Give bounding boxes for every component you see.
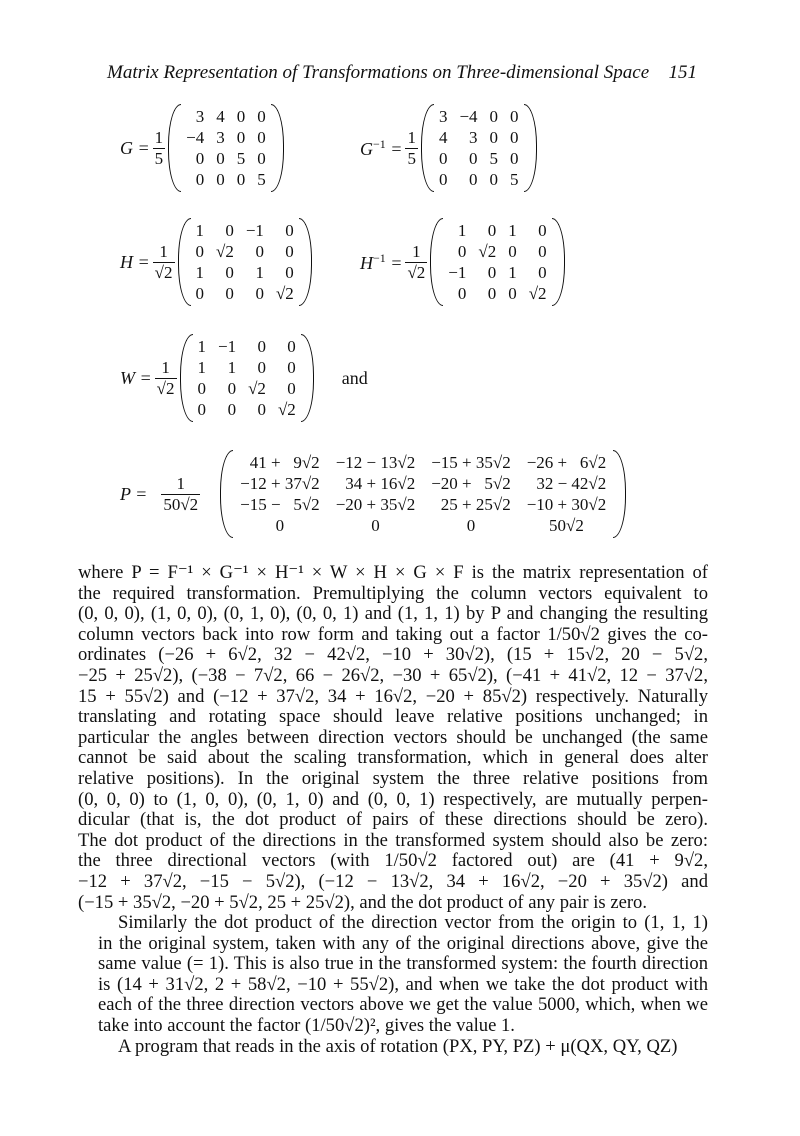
matrix-cell: 0	[469, 170, 478, 189]
matrix-cell: 0	[438, 149, 448, 168]
matrix	[220, 452, 626, 536]
matrix-cell: 0	[487, 263, 497, 282]
matrix-cell: 0	[257, 128, 266, 147]
matrix-row	[190, 262, 300, 283]
matrix-row	[433, 169, 525, 190]
equation-lhs: H =	[120, 251, 150, 272]
equation-g-inverse	[360, 106, 537, 190]
matrix-row	[433, 127, 525, 148]
equation-h-inverse	[360, 220, 565, 304]
matrix-cell: 0	[195, 284, 204, 303]
text-line: column vectors back into row form and taking out a factor 1/50√2 gives the co-	[78, 623, 708, 645]
text-line: (0, 0, 0), (1, 0, 0), (0, 1, 0), (0, 0, 1) and (1, 1, 1) by P and changing the resulting	[78, 603, 708, 625]
matrix-cell: 0	[257, 107, 266, 126]
matrix-cell: 0	[287, 379, 296, 398]
matrix-cell: 1	[457, 221, 467, 240]
matrix-cell: 0	[195, 170, 205, 189]
matrix-cell: 0	[275, 516, 285, 535]
matrix-cell: 0	[538, 263, 547, 282]
matrix-cell: 0	[285, 263, 294, 282]
matrix-row	[433, 148, 525, 169]
matrix-cell: 0	[469, 149, 478, 168]
matrix-cell: 4	[438, 128, 448, 147]
matrix	[178, 220, 312, 304]
matrix-cell: 0	[236, 107, 246, 126]
matrix-row	[190, 241, 300, 262]
matrix	[168, 106, 284, 190]
matrix-cell: 0	[287, 337, 296, 356]
page-number: 151	[668, 62, 697, 83]
matrix-cell: −10 + 30√2	[526, 495, 607, 514]
matrix-cell: 50√2	[549, 516, 584, 535]
matrix-cell: 0	[457, 284, 467, 303]
matrix-cell: 34 + 16√2	[345, 474, 416, 493]
matrix-row	[232, 515, 614, 536]
matrix-cell: √2	[277, 400, 296, 419]
text-line: dicular (that is, the dot product of pairs of these directions should be zero).	[78, 809, 708, 831]
matrix-cell: 0	[285, 221, 294, 240]
matrix-row	[192, 378, 302, 399]
text-line: The dot product of the directions in the transformed system should also be zero:	[78, 829, 708, 851]
text-line: in the original system, taken with any of the original directions above, give the	[98, 932, 708, 954]
matrix-cell: 0	[257, 358, 266, 377]
matrix-row	[180, 148, 272, 169]
matrix-cell: 0	[257, 337, 266, 356]
equation-lhs: $G^{-1}$ =	[360, 136, 403, 159]
matrix-cell: 0	[195, 242, 204, 261]
matrix-cell: 0	[510, 107, 519, 126]
matrix-cell: −26 + 6√2	[526, 453, 607, 472]
scalar-fraction: $\frac{1}{5}$	[154, 127, 164, 168]
text-line: the required transformation. Premultiplying the column vectors equivalent to	[78, 582, 708, 604]
matrix-row	[433, 106, 525, 127]
matrix-cell: 3	[469, 128, 478, 147]
matrix-cell: 0	[508, 284, 517, 303]
matrix-cell: 0	[255, 284, 264, 303]
matrix-cell: −4	[186, 128, 205, 147]
conjunction-text: and	[341, 367, 368, 388]
matrix-cell: 0	[508, 242, 517, 261]
matrix-cell: 5	[236, 149, 246, 168]
scalar-fraction: $\frac{1}{√2}$	[154, 241, 173, 282]
matrix-cell: 1	[508, 263, 517, 282]
matrix-row	[192, 336, 302, 357]
matrix-cell: 0	[287, 358, 296, 377]
matrix-cell: 0	[236, 128, 246, 147]
matrix-row	[442, 220, 552, 241]
text-line: is (14 + 31√2, 2 + 58√2, −10 + 55√2), and when we take the dot product with	[98, 973, 708, 995]
matrix-cell: 0	[438, 170, 448, 189]
matrix-cell: 4	[216, 107, 225, 126]
matrix-cell: 0	[225, 284, 234, 303]
paragraph	[78, 1037, 708, 1058]
text-line: each of the three direction vectors above we get the value 5000, which, when we	[98, 994, 708, 1016]
paragraph	[78, 563, 708, 913]
matrix-cell: 0	[225, 221, 234, 240]
matrix-cell: 0	[466, 516, 476, 535]
matrix-cell: 0	[227, 400, 237, 419]
matrix-cell: 1	[227, 358, 237, 377]
body-text	[78, 563, 708, 1057]
matrix	[421, 106, 537, 190]
text-line: (−15 + 35√2, −20 + 5√2, 25 + 25√2), and the dot product of any pair is zero.	[78, 891, 647, 913]
matrix-cell: 0	[197, 400, 206, 419]
matrix-cell: −15 − 5√2	[240, 495, 320, 514]
matrix-row	[442, 262, 552, 283]
text-line: ordinates (−26 + 6√2, 32 − 42√2, −10 + 30√2), (15 + 15√2, 20 − 5√2,	[78, 644, 708, 666]
matrix-cell: √2	[275, 284, 294, 303]
matrix-cell: 3	[216, 128, 225, 147]
matrix-cell: 0	[285, 242, 294, 261]
equation-lhs: G =	[120, 137, 150, 158]
matrix-cell: 0	[510, 149, 519, 168]
equation-lhs: P =	[120, 483, 148, 504]
text-line: same value (= 1). This is also true in the transformed system: the fourth direction	[98, 953, 708, 975]
text-line: where P = F⁻¹ × G⁻¹ × H⁻¹ × W × H × G × F is the matrix representation of	[78, 562, 708, 583]
matrix-cell: 3	[438, 107, 448, 126]
matrix-cell: 0	[227, 379, 237, 398]
matrix-cell: −1	[218, 337, 237, 356]
matrix-cell: −1	[245, 221, 264, 240]
matrix-cell: 0	[236, 170, 246, 189]
matrix-cell: 0	[487, 284, 497, 303]
matrix-cell: −12 + 37√2	[240, 474, 320, 493]
text-line: take into account the factor (1/50√2)², gives the value 1.	[98, 1015, 515, 1037]
matrix-row	[232, 473, 614, 494]
matrix-cell: 1	[197, 337, 206, 356]
matrix-cell: 0	[257, 149, 266, 168]
matrix-row	[192, 357, 302, 378]
matrix-row	[190, 283, 300, 304]
matrix-cell: 0	[487, 221, 497, 240]
matrix-cell: √2	[248, 379, 266, 398]
equation-p	[120, 452, 626, 536]
matrix-cell: 0	[197, 379, 206, 398]
matrix-row	[442, 241, 552, 262]
text-line: relative positions). In the original system the three relative positions from	[78, 767, 708, 789]
matrix-cell: −20 + 5√2	[431, 474, 511, 493]
matrix-cell: 5	[489, 149, 499, 168]
matrix-cell: 1	[197, 358, 206, 377]
scalar-fraction: $\frac{1}{√2}$	[407, 241, 426, 282]
matrix-cell: 0	[216, 149, 225, 168]
text-line: −25 + 25√2), (−38 − 7√2, 66 − 26√2, −30 + 65√2), (−41 + 41√2, 12 − 37√2,	[78, 664, 708, 686]
running-title: Matrix Representation of Transformations on Three-dimensional Space	[107, 62, 650, 83]
matrix-row	[442, 283, 552, 304]
text-line: cannot be said about the scaling transformation, which in general does alter	[78, 747, 708, 769]
matrix-cell: −20 + 35√2	[335, 495, 416, 514]
matrix-cell: 0	[489, 128, 499, 147]
matrix-cell: 0	[538, 221, 547, 240]
matrix-row	[180, 169, 272, 190]
matrix-row	[180, 127, 272, 148]
matrix-row	[190, 220, 300, 241]
matrix-cell: 0	[457, 242, 467, 261]
paragraph	[78, 913, 708, 1037]
matrix-row	[232, 452, 614, 473]
text-line: 15 + 55√2) and (−12 + 37√2, 34 + 16√2, −20 + 85√2) respectively. Naturally	[78, 685, 708, 707]
scalar-fraction: $\frac{1}{50√2}$	[163, 473, 199, 514]
text-line: (0, 0, 0) to (1, 0, 0), (0, 1, 0) and (0, 0, 1) respectively, are mutually perpen-	[78, 788, 708, 810]
matrix-cell: −15 + 35√2	[431, 453, 511, 472]
matrix-cell: 1	[195, 221, 204, 240]
matrix-cell: 32 − 42√2	[536, 474, 607, 493]
matrix-cell: 0	[538, 242, 547, 261]
matrix-cell: √2	[478, 242, 497, 261]
matrix	[180, 336, 314, 420]
matrix-cell: 0	[216, 170, 225, 189]
matrix-cell: 5	[257, 170, 266, 189]
matrix-cell: 0	[225, 263, 234, 282]
matrix-cell: 1	[508, 221, 517, 240]
matrix-cell: 5	[510, 170, 519, 189]
matrix-cell: 0	[510, 128, 519, 147]
text-line: translating and rotating space should leave relative positions unchanged; in	[78, 706, 708, 728]
matrix-cell: −4	[459, 107, 478, 126]
equation-lhs: W =	[120, 367, 152, 388]
equation-lhs: $H^{-1}$ =	[360, 250, 403, 273]
equation-w	[120, 336, 368, 420]
matrix-cell: √2	[216, 242, 234, 261]
matrix-row	[180, 106, 272, 127]
equation-g	[120, 106, 284, 190]
matrix-cell: 0	[489, 107, 499, 126]
text-line: the three directional vectors (with 1/50√2 factored out) are (41 + 9√2,	[78, 850, 708, 872]
matrix-cell: 1	[255, 263, 264, 282]
matrix-cell: −1	[448, 263, 467, 282]
matrix-cell: 1	[195, 263, 204, 282]
matrix-row	[232, 494, 614, 515]
matrix-row	[192, 399, 302, 420]
text-line: −12 + 37√2, −15 − 5√2), (−12 − 13√2, 34 + 16√2, −20 + 35√2) and	[78, 870, 708, 892]
matrix-cell: √2	[528, 284, 547, 303]
matrix-cell: 41 + 9√2	[249, 453, 320, 472]
matrix	[430, 220, 564, 304]
text-line: A program that reads in the axis of rotation (PX, PY, PZ) + μ(QX, QY, QZ)	[118, 1035, 678, 1057]
matrix-cell: 0	[195, 149, 205, 168]
matrix-cell: 3	[195, 107, 205, 126]
matrix-cell: 0	[489, 170, 499, 189]
matrix-cell: 25 + 25√2	[440, 495, 511, 514]
text-line: particular the angles between direction vectors should be unchanged (the same	[78, 726, 708, 748]
text-line: Similarly the dot product of the direction vector from the origin to (1, 1, 1)	[118, 912, 708, 934]
matrix-cell: 0	[257, 400, 266, 419]
scalar-fraction: $\frac{1}{5}$	[407, 127, 416, 168]
scalar-fraction: $\frac{1}{√2}$	[156, 357, 175, 398]
equation-h	[120, 220, 312, 304]
matrix-cell: 0	[255, 242, 264, 261]
matrix-cell: 0	[371, 516, 380, 535]
matrix-cell: −12 − 13√2	[335, 453, 416, 472]
